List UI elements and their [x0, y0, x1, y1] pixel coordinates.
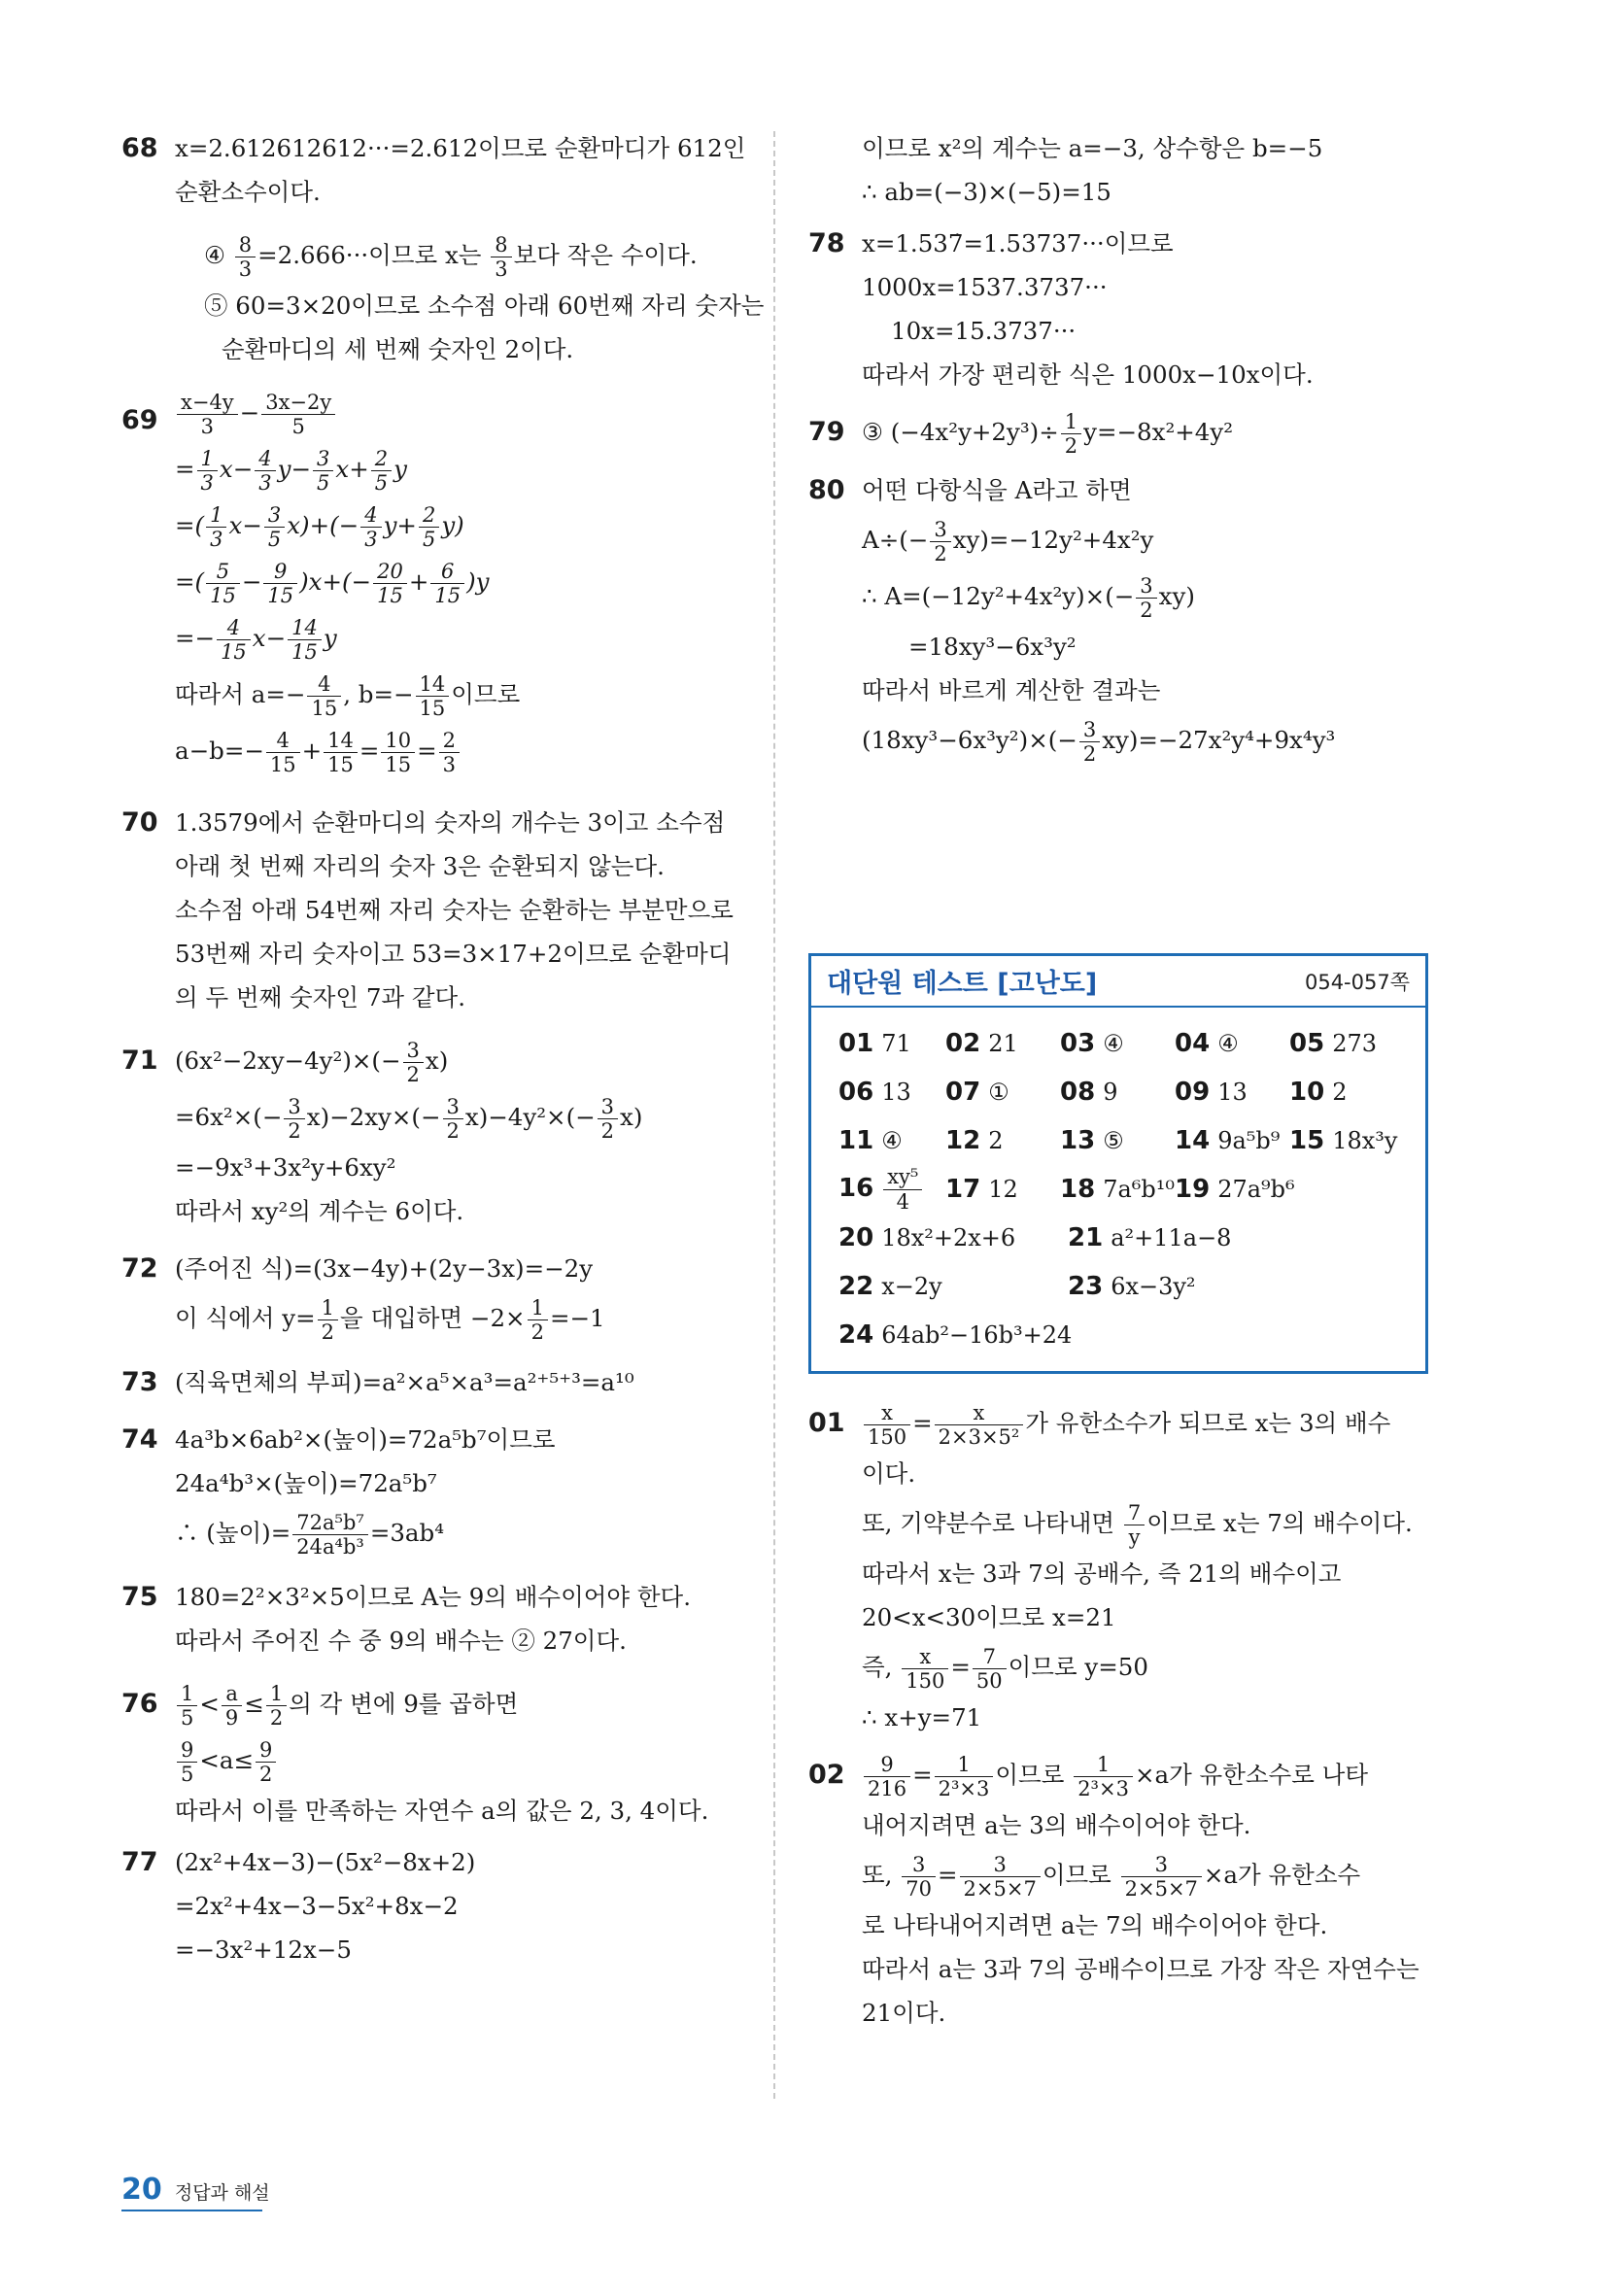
math-line: =18xy³−6x³y² [908, 633, 1077, 661]
problem-76 [121, 1676, 738, 1833]
answer-item [838, 1078, 945, 1107]
math-line: =2x²+4x−3−5x²+8x−2 [175, 1892, 459, 1920]
math-line: =( $\frac{5}{15}$ − $\frac{9}{15}$ )x+(− $\frac{20}{15}$ + $\frac{6}{15}$ )y [175, 559, 490, 607]
text-line: 또, 기약분수로 나타내면 $\frac{7}{y}$ 이므로 x는 7의 배수이다. [862, 1500, 1413, 1549]
answer-number: 08 [1060, 1078, 1096, 1107]
solution-01 [808, 1395, 1428, 1739]
problem-number: 71 [121, 1045, 158, 1076]
answer-number: 07 [945, 1078, 981, 1107]
answer-number: 02 [945, 1029, 981, 1058]
text-line: 21이다. [862, 1999, 946, 2027]
problem-70 [121, 801, 738, 1019]
page-number: 20 [121, 2173, 162, 2207]
answer-value: ① [988, 1079, 1009, 1106]
answer-value: 21 [988, 1030, 1018, 1057]
text-line: 아래 첫 번째 자리의 숫자 3은 순환되지 않는다. [175, 852, 665, 880]
text-line: 순환마디의 세 번째 숫자인 2이다. [222, 335, 574, 363]
text-line: 따라서 x는 3과 7의 공배수, 즉 21의 배수이고 [862, 1559, 1342, 1588]
problem-number: 80 [808, 475, 845, 505]
problem-number: 69 [121, 405, 158, 435]
math-line: 20<x<30이므로 x=21 [862, 1603, 1116, 1631]
problem-number: 72 [121, 1253, 158, 1284]
problem-71 [121, 1033, 738, 1233]
answer-item [838, 1029, 945, 1058]
answer-number: 18 [1060, 1175, 1096, 1204]
answer-item [1289, 1029, 1377, 1058]
answer-fraction: $\frac{\text{xy⁵}}{4}$ [883, 1165, 922, 1213]
answer-value: 2 [988, 1127, 1004, 1154]
answer-value: 9 [1103, 1079, 1118, 1106]
answer-item [1068, 1223, 1232, 1252]
math-line: =−3x²+12x−5 [175, 1936, 352, 1964]
answer-item [838, 1165, 945, 1213]
answer-item [1289, 1078, 1347, 1107]
left-column [121, 126, 765, 1971]
answer-number: 22 [838, 1272, 874, 1301]
fraction: $\frac{8}{3}$ [491, 233, 511, 281]
answer-item [1060, 1126, 1175, 1155]
text-line: 따라서 xy²의 계수는 6이다. [175, 1197, 464, 1225]
answer-row [838, 1165, 1410, 1214]
answer-value: 71 [881, 1030, 911, 1057]
answer-number: 03 [1060, 1029, 1096, 1058]
problem-number: 78 [808, 228, 845, 258]
answer-number: 20 [838, 1223, 874, 1252]
answer-value: 273 [1332, 1030, 1377, 1057]
math-line: (18xy³−6x³y²)×(− $\frac{3}{2}$ xy)=−27x²y⁴+9x⁴y³ [862, 717, 1336, 766]
text-line: 따라서 주어진 수 중 9의 배수는 ② 27이다. [175, 1627, 627, 1655]
unit-test-answer-box [808, 953, 1428, 1374]
text-line: 어떤 다항식을 A라고 하면 [862, 476, 1132, 504]
problem-75 [121, 1575, 738, 1662]
answer-number: 16 [838, 1173, 874, 1203]
answer-item [1289, 1126, 1397, 1155]
answer-number: 01 [838, 1029, 874, 1058]
problem-number: 01 [808, 1408, 845, 1438]
answer-value: 18x³y [1332, 1127, 1398, 1154]
problem-79 [808, 404, 1428, 461]
answer-item [838, 1320, 1073, 1350]
answer-number: 11 [838, 1126, 874, 1155]
text-line: 의 두 번째 숫자인 7과 같다. [175, 983, 465, 1011]
answer-value: 64ab²−16b³+24 [881, 1321, 1073, 1349]
answer-item [1060, 1029, 1175, 1058]
math-line: =−9x³+3x²y+6xy² [175, 1153, 396, 1182]
problem-number: 02 [808, 1760, 845, 1790]
math-line: 24a⁴b³×(높이)=72a⁵b⁷ [175, 1469, 437, 1497]
math-line: (직육면체의 부피)=a²×a⁵×a³=a²⁺⁵⁺³=a¹⁰ [175, 1368, 634, 1396]
math-line: = $\frac{1}{3}$ x− $\frac{4}{3}$ y− $\frac{3}{5}$ x+ $\frac{2}{5}$ y [175, 446, 407, 495]
math-line: 이 식에서 y= $\frac{1}{2}$ 을 대입하면 −2× $\frac{1}{2}$ =−1 [175, 1295, 605, 1344]
math-line: (2x²+4x−3)−(5x²−8x+2) [175, 1848, 476, 1876]
math-line: 4a³b×6ab²×(높이)=72a⁵b⁷이므로 [175, 1425, 556, 1454]
math-line: 10x=15.3737··· [891, 317, 1077, 345]
footer-rule [121, 2210, 262, 2211]
answer-number: 23 [1068, 1272, 1104, 1301]
text-line: ④ $\frac{8}{3}$ =2.666···이므로 x는 $\frac{8}{3}$ 보다 작은 수이다. [204, 232, 698, 281]
problem-68 [121, 126, 765, 371]
answer-value: 27a⁹b⁶ [1217, 1176, 1295, 1203]
problem-number: 77 [121, 1847, 158, 1877]
answer-value: ⑤ [1103, 1127, 1124, 1154]
problem-number: 74 [121, 1424, 158, 1455]
answer-value: x−2y [881, 1273, 942, 1300]
answer-item [1175, 1126, 1289, 1155]
solution-02 [808, 1747, 1428, 2035]
problem-number: 76 [121, 1689, 158, 1719]
answer-number: 06 [838, 1078, 874, 1107]
answer-item [1175, 1078, 1289, 1107]
choice-mark: ④ [204, 241, 225, 269]
math-line: (주어진 식)=(3x−4y)+(2y−3x)=−2y [175, 1254, 594, 1283]
test-header [811, 956, 1425, 1008]
answer-row [838, 1068, 1410, 1116]
text-line: 180=2²×3²×5이므로 A는 9의 배수이어야 한다. [175, 1583, 691, 1611]
problem-number: 70 [121, 807, 158, 838]
answer-value: 13 [1217, 1079, 1248, 1106]
text-line: 내어지려면 a는 3의 배수이어야 한다. [862, 1811, 1251, 1839]
answer-value: ④ [881, 1127, 903, 1154]
text-line: 로 나타내어지려면 a는 7의 배수이어야 한다. [862, 1911, 1328, 1939]
problem-number: 79 [808, 417, 845, 447]
problem-number: 73 [121, 1367, 158, 1397]
answer-item [945, 1078, 1060, 1107]
answer-value: 13 [881, 1079, 911, 1106]
answer-number: 17 [945, 1175, 981, 1204]
math-line: 또, $\frac{3}{70}$ = $\frac{3}{2\times 5\times 7}$ 이므로 $\frac{3}{2\times 5\times 7}$ ×a가 유한소수 [862, 1852, 1361, 1901]
answer-item [1068, 1272, 1196, 1301]
text-line: 따라서 이를 만족하는 자연수 a의 값은 2, 3, 4이다. [175, 1797, 709, 1825]
answer-item [1175, 1029, 1289, 1058]
problem-69 [121, 385, 738, 779]
answer-value: ④ [1217, 1030, 1239, 1057]
answer-number: 21 [1068, 1223, 1104, 1252]
answer-value: a²+11a−8 [1111, 1224, 1232, 1251]
answer-value: 7a⁶b¹⁰ [1103, 1176, 1175, 1203]
answer-value: 12 [988, 1176, 1018, 1203]
problem-73 [121, 1360, 738, 1404]
math-line: $\frac{1}{5}$ < $\frac{a}{9}$ ≤ $\frac{1}{2}$ 의 각 변에 9를 곱하면 [175, 1676, 738, 1732]
text-line: 순환소수이다. [175, 178, 321, 206]
answer-item [1060, 1078, 1175, 1107]
math-line: $\frac{9}{216}$ = $\frac{1}{\text{2³×3}}$ 이므로 $\frac{1}{\text{2³×3}}$ ×a가 유한소수로 나타 [862, 1747, 1428, 1803]
answer-row [838, 1019, 1410, 1068]
answer-value: 18x²+2x+6 [881, 1224, 1016, 1251]
math-line: $\frac{9}{5}$ <a≤ $\frac{9}{2}$ [175, 1732, 738, 1789]
answer-number: 19 [1175, 1175, 1211, 1204]
footer-label: 정답과 해설 [174, 2182, 270, 2204]
answer-number: 04 [1175, 1029, 1211, 1058]
answer-number: 10 [1289, 1078, 1325, 1107]
answer-number: 15 [1289, 1126, 1325, 1155]
answer-row [838, 1311, 1410, 1359]
answer-item [945, 1029, 1060, 1058]
text-line: 따라서 a는 3과 7의 공배수이므로 가장 작은 자연수는 [862, 1955, 1419, 1983]
fraction: $\frac{x-4y}{3}$ [177, 391, 238, 438]
answer-value: 2 [1332, 1079, 1348, 1106]
math-line: 즉, $\frac{x}{150}$ = $\frac{7}{50}$ 이므로 y=50 [862, 1644, 1148, 1693]
answer-number: 12 [945, 1126, 981, 1155]
math-line: ∴ (높이)= $\frac{\text{72a⁵b⁷}}{\text{24a⁴b³}}$ =3ab⁴ [175, 1510, 445, 1559]
answer-item [838, 1126, 945, 1155]
math-line: =( $\frac{1}{3}$ x− $\frac{3}{5}$ x)+(− $\frac{4}{3}$ y+ $\frac{2}{5}$ y) [175, 502, 464, 551]
math-line: ∴ ab=(−3)×(−5)=15 [862, 178, 1111, 206]
answer-value: 6x−3y² [1111, 1273, 1196, 1300]
fraction: $\frac{8}{3}$ [235, 233, 256, 281]
answer-number: 09 [1175, 1078, 1211, 1107]
text-line: x=2.612612612···=2.612̇이므로 순환마디가 612인 [175, 134, 746, 162]
math-line: (6x²−2xy−4y²)×(− $\frac{3}{2}$ x) [175, 1038, 449, 1086]
answer-number: 14 [1175, 1126, 1211, 1155]
math-line: ③ (−4x²y+2y³)÷ $\frac{1}{2}$ y=−8x²+4y² [862, 409, 1234, 458]
answer-item [1175, 1175, 1295, 1204]
answer-grid [811, 1008, 1425, 1371]
text-line: 이므로 x²의 계수는 a=−3, 상수항은 b=−5 [862, 134, 1323, 162]
problem-72 [121, 1247, 738, 1347]
text-line: 53번째 자리 숫자이고 53=3×17+2이므로 순환마디 [175, 940, 732, 968]
text-line: 따라서 가장 편리한 식은 1000x−10x이다. [862, 360, 1314, 389]
text-line: 따라서 바르게 계산한 결과는 [862, 676, 1161, 704]
math-line: ∴ A=(−12y²+4x²y)×(− $\frac{3}{2}$ xy) [862, 573, 1195, 622]
math-line: x=1.537̇=1.53737···이므로 [862, 229, 1174, 257]
answer-item [838, 1272, 1068, 1301]
math-line: 따라서 a=− $\frac{4}{15}$ , b=− $\frac{14}{15}$ 이므로 [175, 671, 521, 720]
math-line: a−b=− $\frac{4}{15}$ + $\frac{14}{15}$ = $\frac{10}{15}$ = $\frac{2}{3}$ [175, 723, 738, 779]
math-line: $\frac{x-4y}{3}$ − $\frac{3x-2y}{5}$ [175, 385, 738, 441]
answer-item [945, 1175, 1060, 1204]
answer-row [838, 1116, 1410, 1165]
text-line: 이다. [862, 1459, 916, 1488]
right-column [808, 126, 1428, 2035]
math-line: ∴ x+y=71 [862, 1703, 982, 1731]
test-title: 대단원 테스트 [고난도] [827, 969, 1098, 999]
answer-item [945, 1126, 1060, 1155]
math-line: =− $\frac{4}{15}$ x− $\frac{14}{15}$ y [175, 615, 337, 664]
problem-80 [808, 468, 1428, 769]
problem-77-continued [808, 126, 1428, 214]
answer-number: 05 [1289, 1029, 1325, 1058]
text-line: 소수점 아래 54번째 자리 숫자는 순환하는 부분만으로 [175, 896, 734, 924]
test-pages: 054-057쪽 [1304, 970, 1410, 994]
answer-value: ④ [1103, 1030, 1124, 1057]
column-divider [773, 131, 775, 2099]
answer-number: 13 [1060, 1126, 1096, 1155]
answer-number: 24 [838, 1320, 874, 1350]
math-line: =6x²×(− $\frac{3}{2}$ x)−2xy×(− $\frac{3}{2}$ x)−4y²×(− $\frac{3}{2}$ x) [175, 1094, 643, 1143]
answer-item [1060, 1175, 1175, 1204]
math-line: $\frac{x}{150}$ = $\frac{x}{\text{2×3×5²}}$ 가 유한소수가 되므로 x는 3의 배수 [862, 1395, 1428, 1452]
answer-value: 9a⁵b⁹ [1217, 1127, 1281, 1154]
answer-row [838, 1262, 1410, 1311]
problem-number: 68 [121, 133, 158, 163]
problem-74 [121, 1418, 738, 1561]
problem-77 [121, 1840, 738, 1971]
answer-row [838, 1214, 1410, 1262]
fraction: $\frac{3x-2y}{5}$ [261, 391, 335, 438]
page-footer [121, 2173, 270, 2207]
math-line: 1000x=1537.3737··· [862, 273, 1108, 301]
problem-number: 75 [121, 1582, 158, 1612]
problem-78 [808, 222, 1428, 396]
answer-item [838, 1223, 1068, 1252]
text-line: ⑤ 60=3×20이므로 소수점 아래 60번째 자리 숫자는 [204, 291, 765, 320]
math-line: A÷(− $\frac{3}{2}$ xy)=−12y²+4x²y [862, 517, 1154, 565]
text-line: 1.3579에서 순환마디의 숫자의 개수는 3이고 소수점 [175, 808, 726, 837]
